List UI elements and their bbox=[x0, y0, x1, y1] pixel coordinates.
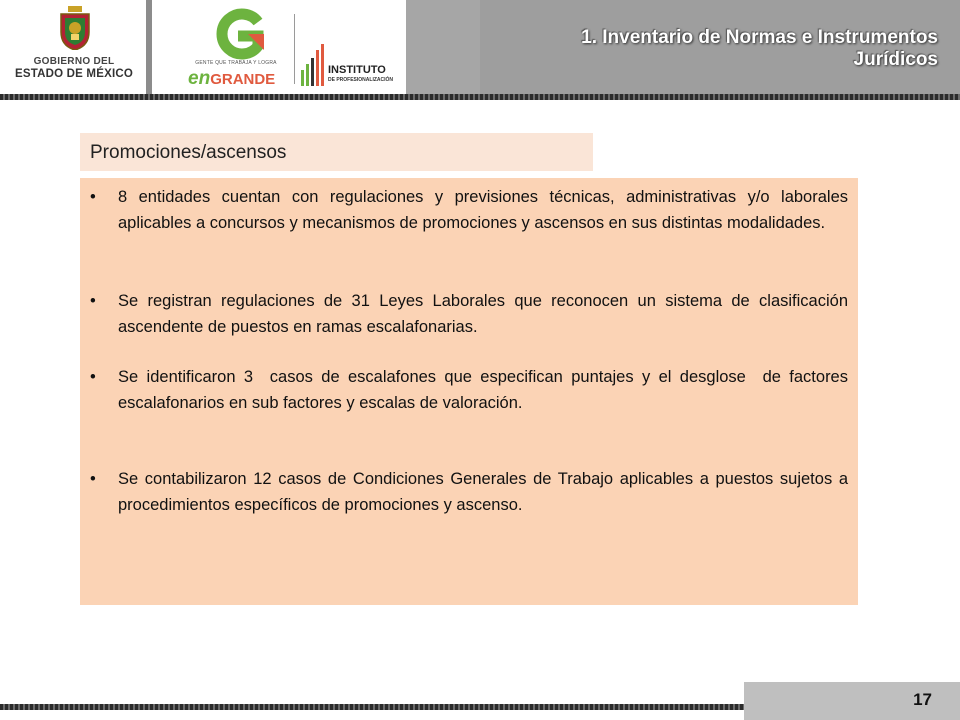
bullet-symbol: • bbox=[90, 470, 96, 488]
bullet-text: Se identificaron 3 casos de escalafones que especifican puntajes y el desglose de factores escalafonarios en sub factores y escalas de valoración. bbox=[118, 368, 853, 412]
bullet-symbol: • bbox=[90, 188, 96, 206]
engrande-wordmark bbox=[188, 68, 275, 90]
list-item bbox=[90, 184, 848, 236]
engrande-grande: GRANDE bbox=[210, 71, 276, 88]
title-panel bbox=[480, 0, 960, 94]
gobierno-logo bbox=[8, 6, 138, 90]
logo-divider bbox=[294, 14, 295, 84]
page-number: 17 bbox=[913, 690, 932, 709]
instituto-logo bbox=[300, 40, 400, 90]
bar-chart-logo-icon bbox=[300, 40, 328, 86]
gobierno-logo-line1: GOBIERNO DEL bbox=[33, 56, 115, 67]
page-number-box bbox=[744, 682, 960, 720]
instituto-subtitle: DE PROFESIONALIZACIÓN bbox=[328, 77, 394, 83]
section-heading: Promociones/ascensos bbox=[90, 142, 287, 163]
content-box bbox=[80, 178, 858, 605]
logo-separator bbox=[146, 0, 152, 94]
bullet-symbol: • bbox=[90, 292, 96, 310]
list-item bbox=[90, 364, 853, 416]
gobierno-logo-line2: ESTADO DE MÉXICO bbox=[15, 68, 133, 80]
bullet-text: Se contabilizaron 12 casos de Condiciones Generales de Trabajo aplicables a puestos sujetos a procedimientos específicos de promociones y ascenso. bbox=[118, 470, 848, 514]
engrande-logo bbox=[186, 8, 288, 92]
instituto-title: INSTITUTO bbox=[328, 64, 386, 76]
engrande-en: en bbox=[188, 68, 211, 89]
g-logo-icon bbox=[186, 8, 286, 60]
logo-panel bbox=[0, 0, 406, 94]
coat-of-arms-icon bbox=[58, 6, 92, 50]
header-divider bbox=[0, 94, 960, 100]
list-item bbox=[90, 466, 848, 518]
section-heading-box bbox=[80, 133, 593, 171]
bullet-text: 8 entidades cuentan con regulaciones y previsiones técnicas, administrativas y/o laborales aplicables a concursos y mecanismos de promociones y ascensos en sus distintas modalidades. bbox=[118, 188, 848, 232]
bullet-text: Se registran regulaciones de 31 Leyes Laborales que reconocen un sistema de clasificación ascendente de puestos en ramas escalafonarias. bbox=[118, 292, 848, 336]
header-bar bbox=[0, 0, 960, 94]
engrande-tagline: GENTE QUE TRABAJA Y LOGRA bbox=[195, 60, 277, 66]
slide-title: 1. Inventario de Normas e Instrumentos Jurídicos bbox=[581, 27, 938, 70]
list-item bbox=[90, 288, 848, 340]
bullet-symbol: • bbox=[90, 368, 96, 386]
